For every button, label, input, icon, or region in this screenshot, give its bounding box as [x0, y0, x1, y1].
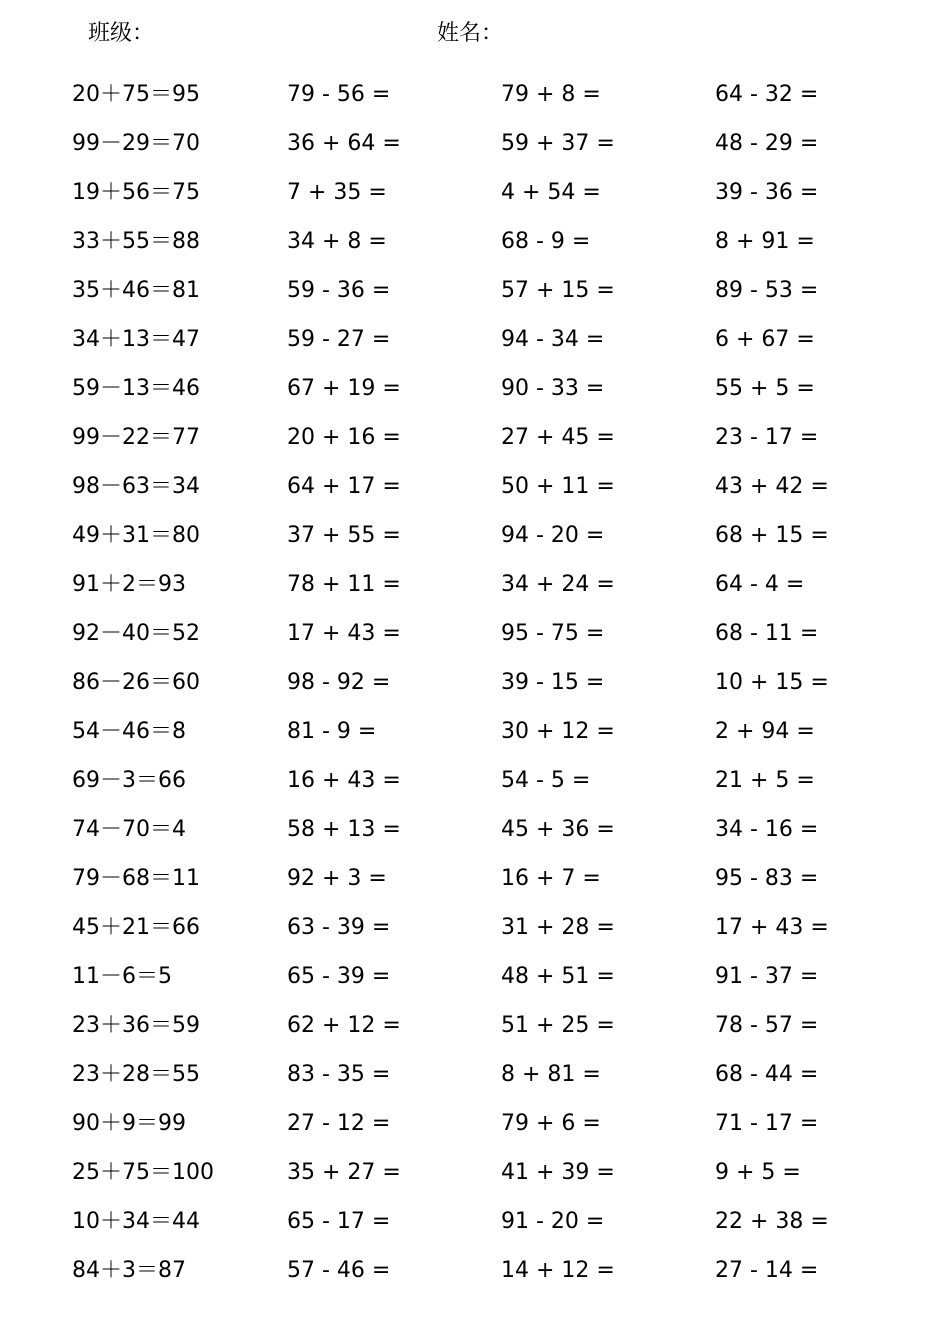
math-problem: 79 + 8 = — [501, 82, 601, 107]
math-problem: 94 - 34 = — [501, 327, 605, 352]
math-problem: 37 + 55 = — [287, 523, 401, 548]
math-problem: 41 + 39 = — [501, 1160, 615, 1185]
math-problem: 79 - 56 = — [287, 82, 391, 107]
math-problem: 19＋56＝75 — [72, 180, 200, 205]
math-problem: 23＋28＝55 — [72, 1062, 200, 1087]
problem-row — [0, 70, 950, 119]
math-problem: 78 + 11 = — [287, 572, 401, 597]
problem-row — [0, 1001, 950, 1050]
math-problem: 45 + 36 = — [501, 817, 615, 842]
problem-row — [0, 854, 950, 903]
math-problem: 86－26＝60 — [72, 670, 200, 695]
math-problem: 84＋3＝87 — [72, 1258, 186, 1283]
math-problem: 8 + 81 = — [501, 1062, 601, 1087]
math-problem: 90 - 33 = — [501, 376, 605, 401]
problem-row — [0, 217, 950, 266]
math-problem: 27 + 45 = — [501, 425, 615, 450]
math-problem: 59－13＝46 — [72, 376, 200, 401]
math-problem: 9 + 5 = — [715, 1160, 801, 1185]
math-problem: 20＋75＝95 — [72, 82, 200, 107]
problem-row — [0, 756, 950, 805]
problem-row — [0, 168, 950, 217]
math-problem: 71 - 17 = — [715, 1111, 819, 1136]
problem-row — [0, 413, 950, 462]
math-problem: 2 + 94 = — [715, 719, 815, 744]
math-problem: 95 - 83 = — [715, 866, 819, 891]
math-problem: 25＋75＝100 — [72, 1160, 214, 1185]
math-problem: 79 + 6 = — [501, 1111, 601, 1136]
math-problem: 98－63＝34 — [72, 474, 200, 499]
math-problem: 92－40＝52 — [72, 621, 200, 646]
math-problem: 81 - 9 = — [287, 719, 377, 744]
math-problem: 57 - 46 = — [287, 1258, 391, 1283]
class-label: 班级： — [88, 21, 155, 46]
math-problem: 79－68＝11 — [72, 866, 200, 891]
math-problem: 69－3＝66 — [72, 768, 186, 793]
math-problem: 48 + 51 = — [501, 964, 615, 989]
math-problem: 94 - 20 = — [501, 523, 605, 548]
math-problem: 49＋31＝80 — [72, 523, 200, 548]
math-problem: 27 - 14 = — [715, 1258, 819, 1283]
math-problem: 78 - 57 = — [715, 1013, 819, 1038]
math-problem: 8 + 91 = — [715, 229, 815, 254]
math-problem: 58 + 13 = — [287, 817, 401, 842]
problem-row — [0, 560, 950, 609]
math-problem: 65 - 17 = — [287, 1209, 391, 1234]
math-problem: 92 + 3 = — [287, 866, 387, 891]
math-problem: 34＋13＝47 — [72, 327, 200, 352]
problem-row — [0, 119, 950, 168]
problem-row — [0, 658, 950, 707]
math-problem: 99－22＝77 — [72, 425, 200, 450]
problem-row — [0, 1246, 950, 1295]
math-problem: 22 + 38 = — [715, 1209, 829, 1234]
math-problem: 64 + 17 = — [287, 474, 401, 499]
math-problem: 39 - 15 = — [501, 670, 605, 695]
math-problem: 23 - 17 = — [715, 425, 819, 450]
math-problem: 39 - 36 = — [715, 180, 819, 205]
problem-row — [0, 1197, 950, 1246]
math-problem: 57 + 15 = — [501, 278, 615, 303]
math-problem: 67 + 19 = — [287, 376, 401, 401]
math-problem: 65 - 39 = — [287, 964, 391, 989]
math-problem: 21 + 5 = — [715, 768, 815, 793]
math-problem: 16 + 43 = — [287, 768, 401, 793]
math-problem: 10 + 15 = — [715, 670, 829, 695]
math-problem: 23＋36＝59 — [72, 1013, 200, 1038]
problem-row — [0, 707, 950, 756]
math-problem: 11－6＝5 — [72, 964, 172, 989]
math-problem: 95 - 75 = — [501, 621, 605, 646]
math-problem: 17 + 43 = — [287, 621, 401, 646]
math-problem: 59 + 37 = — [501, 131, 615, 156]
math-problem: 10＋34＝44 — [72, 1209, 200, 1234]
problem-row — [0, 315, 950, 364]
math-problem: 54 - 5 = — [501, 768, 591, 793]
math-problem: 68 - 9 = — [501, 229, 591, 254]
name-label: 姓名： — [437, 21, 504, 46]
math-problem: 98 - 92 = — [287, 670, 391, 695]
math-problem: 16 + 7 = — [501, 866, 601, 891]
math-problem: 50 + 11 = — [501, 474, 615, 499]
math-problem: 14 + 12 = — [501, 1258, 615, 1283]
math-problem: 54－46＝8 — [72, 719, 186, 744]
math-problem: 43 + 42 = — [715, 474, 829, 499]
math-problem: 83 - 35 = — [287, 1062, 391, 1087]
worksheet-header — [0, 16, 950, 56]
math-problem: 51 + 25 = — [501, 1013, 615, 1038]
problem-row — [0, 903, 950, 952]
math-problem: 7 + 35 = — [287, 180, 387, 205]
problem-row — [0, 805, 950, 854]
math-problem: 35＋46＝81 — [72, 278, 200, 303]
math-problem: 48 - 29 = — [715, 131, 819, 156]
math-problem: 68 - 44 = — [715, 1062, 819, 1087]
problem-row — [0, 511, 950, 560]
math-problem: 90＋9＝99 — [72, 1111, 186, 1136]
math-problem: 30 + 12 = — [501, 719, 615, 744]
math-problem: 68 - 11 = — [715, 621, 819, 646]
math-problem: 64 - 32 = — [715, 82, 819, 107]
math-problem: 33＋55＝88 — [72, 229, 200, 254]
math-problem: 99－29＝70 — [72, 131, 200, 156]
math-problem: 64 - 4 = — [715, 572, 805, 597]
math-problem: 36 + 64 = — [287, 131, 401, 156]
math-problem: 27 - 12 = — [287, 1111, 391, 1136]
problem-row — [0, 1050, 950, 1099]
math-problem: 74－70＝4 — [72, 817, 186, 842]
math-problem: 91 - 20 = — [501, 1209, 605, 1234]
problem-row — [0, 1148, 950, 1197]
math-problem: 34 - 16 = — [715, 817, 819, 842]
problem-row — [0, 609, 950, 658]
problem-row — [0, 266, 950, 315]
math-problem: 45＋21＝66 — [72, 915, 200, 940]
problem-grid — [0, 70, 950, 1295]
math-problem: 4 + 54 = — [501, 180, 601, 205]
math-problem: 34 + 8 = — [287, 229, 387, 254]
math-problem: 20 + 16 = — [287, 425, 401, 450]
math-problem: 34 + 24 = — [501, 572, 615, 597]
math-problem: 91＋2＝93 — [72, 572, 186, 597]
problem-row — [0, 364, 950, 413]
math-problem: 35 + 27 = — [287, 1160, 401, 1185]
math-problem: 68 + 15 = — [715, 523, 829, 548]
math-problem: 63 - 39 = — [287, 915, 391, 940]
problem-row — [0, 952, 950, 1001]
math-problem: 17 + 43 = — [715, 915, 829, 940]
math-problem: 55 + 5 = — [715, 376, 815, 401]
problem-row — [0, 462, 950, 511]
math-problem: 89 - 53 = — [715, 278, 819, 303]
math-problem: 62 + 12 = — [287, 1013, 401, 1038]
problem-row — [0, 1099, 950, 1148]
math-problem: 59 - 27 = — [287, 327, 391, 352]
math-problem: 6 + 67 = — [715, 327, 815, 352]
math-problem: 59 - 36 = — [287, 278, 391, 303]
math-problem: 91 - 37 = — [715, 964, 819, 989]
math-problem: 31 + 28 = — [501, 915, 615, 940]
